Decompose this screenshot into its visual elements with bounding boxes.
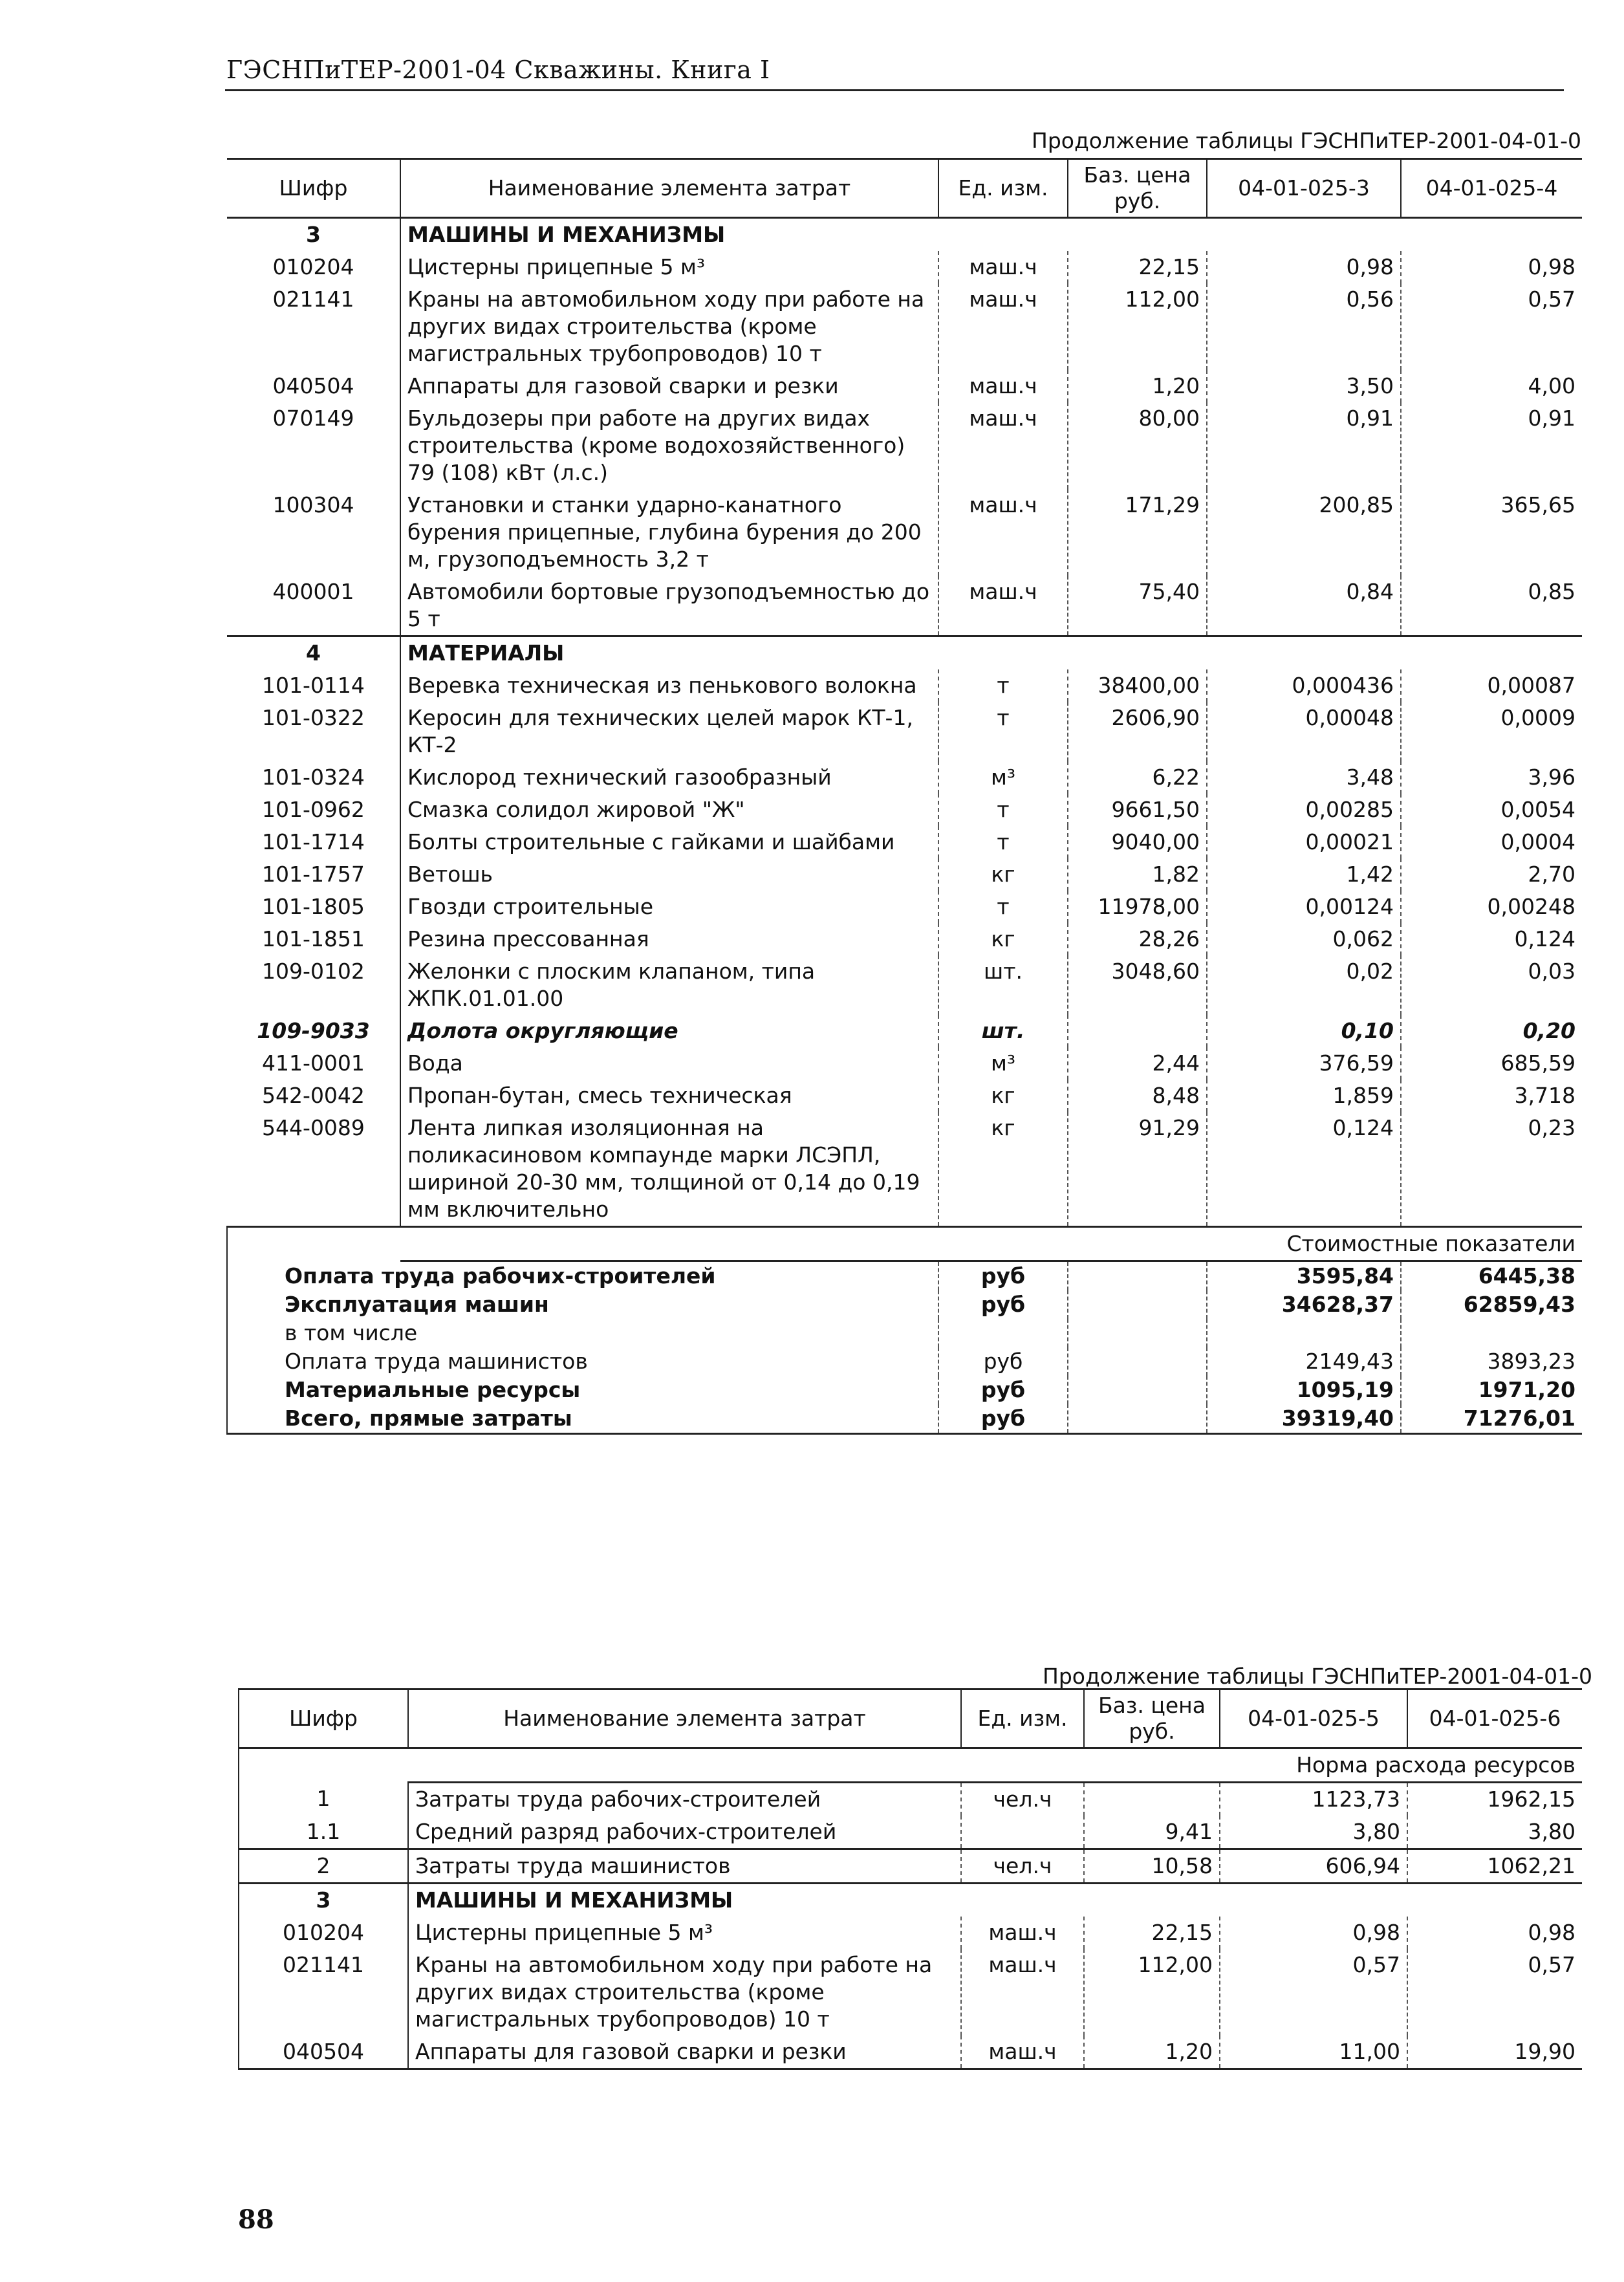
- section-row: [239, 1884, 1582, 1917]
- row-name: Пропан-бутан, смесь техническая: [400, 1080, 938, 1112]
- row-value-2: 3,718: [1401, 1080, 1582, 1112]
- table1-costs: [227, 1261, 1582, 1434]
- row-price: 91,29: [1068, 1112, 1207, 1227]
- row-code: 021141: [239, 1949, 408, 2036]
- cost-price-empty: [1068, 1290, 1207, 1319]
- running-header: ГЭСНПиТЕР-2001-04 Скважины. Книга I: [226, 56, 770, 84]
- material-row: [227, 955, 1582, 1015]
- row-value-1: 0,57: [1220, 1949, 1407, 2036]
- row-name: Долота округляющие: [400, 1015, 938, 1047]
- row-price: 3048,60: [1068, 955, 1207, 1015]
- cost-heading: Стоимостные показатели: [400, 1227, 1582, 1261]
- row-price: 9040,00: [1068, 826, 1207, 858]
- row-value-1: 0,98: [1207, 251, 1401, 283]
- row-price: 75,40: [1068, 576, 1207, 636]
- table1-materials: [227, 669, 1582, 1227]
- row-code: 040504: [239, 2036, 408, 2069]
- row-value-2: 0,98: [1401, 251, 1582, 283]
- cost-unit: руб: [938, 1404, 1068, 1434]
- cost-value-1: [1207, 1319, 1401, 1347]
- col-variant-2-header: 04-01-025-4: [1401, 159, 1582, 218]
- row-price: [1084, 1783, 1220, 1816]
- col-name-header: Наименование элемента затрат: [408, 1690, 961, 1748]
- row-code: 070149: [227, 402, 400, 489]
- row-code: 101-1805: [227, 891, 400, 923]
- row-value-2: 685,59: [1401, 1047, 1582, 1080]
- material-row: [227, 923, 1582, 955]
- row-name: Бульдозеры при работе на других видах строительства (кроме водохозяйственного) 79 (108) кВт (л.с.): [400, 402, 938, 489]
- row-unit: кг: [991, 862, 1015, 887]
- row-unit: маш.ч: [969, 492, 1037, 517]
- row-unit: кг: [991, 1083, 1015, 1108]
- row-unit: т: [997, 894, 1010, 919]
- section-code: 4: [227, 636, 400, 670]
- row-unit: маш.ч: [969, 254, 1037, 279]
- row-code: 2: [239, 1849, 408, 1884]
- row-value-1: 0,91: [1207, 402, 1401, 489]
- row-code: 101-0324: [227, 761, 400, 794]
- cost-row: [227, 1261, 1582, 1291]
- row-price: 9,41: [1084, 1816, 1220, 1849]
- cost-name: Оплата труда рабочих-строителей: [227, 1261, 938, 1291]
- row-price: 6,22: [1068, 761, 1207, 794]
- table2-labor: [239, 1783, 1582, 1884]
- row-code: 101-0322: [227, 702, 400, 761]
- col-name-header: Наименование элемента затрат: [400, 159, 938, 218]
- row-value-1: 0,00021: [1207, 826, 1401, 858]
- row-unit: маш.ч: [969, 406, 1037, 431]
- header-rule: [225, 89, 1564, 91]
- row-unit: маш.ч: [969, 579, 1037, 604]
- cost-price-empty: [1068, 1261, 1207, 1291]
- row-name: Автомобили бортовые грузоподъемностью до 5 т: [400, 576, 938, 636]
- row-unit: [961, 1816, 1084, 1849]
- cost-value-2: 6445,38: [1478, 1263, 1575, 1288]
- row-code: 1: [239, 1783, 408, 1816]
- cost-row: [227, 1404, 1582, 1434]
- labor-row: [239, 1816, 1582, 1849]
- row-unit: чел.ч: [961, 1849, 1084, 1884]
- machine-row: [227, 370, 1582, 402]
- row-name: Затраты труда машинистов: [408, 1849, 961, 1884]
- cost-name: в том числе: [227, 1319, 938, 1347]
- cost-price-empty: [1068, 1404, 1207, 1434]
- row-name: Средний разряд рабочих-строителей: [408, 1816, 961, 1849]
- row-name: Краны на автомобильном ходу при работе на других видах строительства (кроме магистральных трубопроводов) 10 т: [408, 1949, 961, 2036]
- row-value-2: 0,57: [1401, 283, 1582, 370]
- row-value-1: 0,062: [1207, 923, 1401, 955]
- row-value-2: 0,85: [1401, 576, 1582, 636]
- row-code: 010204: [239, 1917, 408, 1949]
- row-value-1: 1123,73: [1220, 1783, 1407, 1816]
- cost-name: Эксплуатация машин: [227, 1290, 938, 1319]
- row-value-1: 0,00048: [1207, 702, 1401, 761]
- row-value-1: 0,02: [1207, 955, 1401, 1015]
- material-row: [227, 669, 1582, 702]
- row-unit: маш.ч: [988, 1952, 1057, 1977]
- row-name: Вода: [400, 1047, 938, 1080]
- row-unit: шт.: [984, 959, 1023, 984]
- row-value-1: 200,85: [1207, 489, 1401, 576]
- row-value-2: 3,96: [1401, 761, 1582, 794]
- row-price: 9661,50: [1068, 794, 1207, 826]
- cost-value-1: 1095,19: [1207, 1376, 1401, 1404]
- cost-unit: руб: [938, 1376, 1068, 1404]
- col-variant-2-header: 04-01-025-6: [1407, 1690, 1582, 1748]
- row-value-2: 0,03: [1401, 955, 1582, 1015]
- row-value-2: 0,124: [1401, 923, 1582, 955]
- row-name: Цистерны прицепные 5 м³: [400, 251, 938, 283]
- row-name: Аппараты для газовой сварки и резки: [400, 370, 938, 402]
- row-name: Установки и станки ударно-канатного бурения прицепные, глубина бурения до 200 м, грузоподъемность 3,2 т: [400, 489, 938, 576]
- machine-row: [227, 251, 1582, 283]
- row-price: [1068, 1015, 1207, 1047]
- row-price: 28,26: [1068, 923, 1207, 955]
- row-code: 101-1757: [227, 858, 400, 891]
- row-value-1: 0,10: [1207, 1015, 1401, 1047]
- material-row: [227, 702, 1582, 761]
- row-value-2: 0,91: [1401, 402, 1582, 489]
- row-value-2: 0,00248: [1401, 891, 1582, 923]
- row-code: 1.1: [239, 1816, 408, 1849]
- cost-price-empty: [1068, 1347, 1207, 1376]
- row-unit: маш.ч: [961, 2036, 1084, 2069]
- cost-price-empty: [1068, 1376, 1207, 1404]
- row-value-2: 0,0004: [1401, 826, 1582, 858]
- machine-row: [227, 283, 1582, 370]
- cost-row: [227, 1347, 1582, 1376]
- row-value-1: 11,00: [1220, 2036, 1407, 2069]
- section-row: [227, 636, 1582, 670]
- section-title: МАШИНЫ И МЕХАНИЗМЫ: [407, 222, 726, 247]
- section-title: МАШИНЫ И МЕХАНИЗМЫ: [408, 1884, 1582, 1917]
- row-price: 80,00: [1068, 402, 1207, 489]
- row-unit: маш.ч: [969, 287, 1037, 312]
- cost-value-1: 34628,37: [1207, 1290, 1401, 1319]
- table1-continuation: Продолжение таблицы ГЭСНПиТЕР-2001-04-01-0: [1032, 128, 1582, 153]
- row-code: 021141: [227, 283, 400, 370]
- row-value-1: 376,59: [1207, 1047, 1401, 1080]
- row-value-1: 0,124: [1207, 1112, 1401, 1227]
- col-variant-1-header: 04-01-025-5: [1220, 1690, 1407, 1748]
- cost-name: Оплата труда машинистов: [227, 1347, 938, 1376]
- row-value-2: 1062,21: [1407, 1849, 1582, 1884]
- row-name: Затраты труда рабочих-строителей: [408, 1783, 961, 1816]
- cost-name: Всего, прямые затраты: [227, 1404, 938, 1434]
- row-value-2: 0,0009: [1401, 702, 1582, 761]
- row-value-1: 0,00124: [1207, 891, 1401, 923]
- row-code: 040504: [227, 370, 400, 402]
- row-code: 542-0042: [227, 1080, 400, 1112]
- row-unit: кг: [991, 926, 1015, 951]
- row-value-2: 3,80: [1407, 1816, 1582, 1849]
- machine-row: [227, 402, 1582, 489]
- row-value-1: 3,80: [1220, 1816, 1407, 1849]
- row-value-1: 0,56: [1207, 283, 1401, 370]
- machine-row: [239, 2036, 1582, 2069]
- cost-value-1: 3595,84: [1207, 1261, 1401, 1291]
- row-unit: т: [997, 705, 1010, 730]
- norm-heading: Норма расхода ресурсов: [408, 1748, 1582, 1783]
- row-name: Смазка солидол жировой "Ж": [400, 794, 938, 826]
- col-price-header: Баз. цена руб.: [1084, 1690, 1220, 1748]
- col-code-header: Шифр: [239, 1690, 408, 1748]
- table1-machines: [227, 251, 1582, 636]
- row-price: 1,82: [1068, 858, 1207, 891]
- row-code: 400001: [227, 576, 400, 636]
- row-code: 544-0089: [227, 1112, 400, 1227]
- col-unit-header: Ед. изм.: [961, 1690, 1084, 1748]
- resource-table-1: [226, 158, 1582, 1435]
- row-name: Гвозди строительные: [400, 891, 938, 923]
- cost-value-2: 62859,43: [1463, 1292, 1575, 1317]
- material-row: [227, 858, 1582, 891]
- row-value-1: 0,98: [1220, 1917, 1407, 1949]
- machine-row: [239, 1917, 1582, 1949]
- machine-row: [239, 1949, 1582, 2036]
- table2-header-row: [239, 1690, 1582, 1748]
- row-price: 38400,00: [1068, 669, 1207, 702]
- material-row: [227, 826, 1582, 858]
- col-variant-1-header: 04-01-025-3: [1207, 159, 1401, 218]
- cost-unit: руб: [938, 1347, 1068, 1376]
- cost-row: [227, 1319, 1582, 1347]
- row-name: Цистерны прицепные 5 м³: [408, 1917, 961, 1949]
- cost-value-2: 1971,20: [1478, 1377, 1575, 1402]
- page-number: 88: [238, 2204, 274, 2235]
- table2-machines: [239, 1917, 1582, 2069]
- cost-value-2: 71276,01: [1401, 1404, 1582, 1434]
- row-value-1: 3,50: [1207, 370, 1401, 402]
- cost-row: [227, 1290, 1582, 1319]
- row-unit: маш.ч: [988, 1920, 1057, 1945]
- resource-table-2: [238, 1688, 1582, 2070]
- cost-unit: [938, 1319, 1068, 1347]
- material-row: [227, 794, 1582, 826]
- norm-heading-row: [239, 1748, 1582, 1783]
- row-code: 101-0114: [227, 669, 400, 702]
- row-value-1: 606,94: [1220, 1849, 1407, 1884]
- row-value-2: 2,70: [1401, 858, 1582, 891]
- row-price: 8,48: [1068, 1080, 1207, 1112]
- row-name: Веревка техническая из пенькового волокна: [400, 669, 938, 702]
- row-name: Ветошь: [400, 858, 938, 891]
- section-code: 3: [239, 1884, 408, 1917]
- row-price: 22,15: [1068, 251, 1207, 283]
- row-code: 109-9033: [227, 1015, 400, 1047]
- cost-value-2: [1401, 1319, 1582, 1347]
- machine-row: [227, 576, 1582, 636]
- row-value-1: 1,42: [1207, 858, 1401, 891]
- col-code-header: Шифр: [227, 159, 400, 218]
- table1-header-row: [227, 159, 1582, 218]
- row-value-1: 0,00285: [1207, 794, 1401, 826]
- row-price: 22,15: [1084, 1917, 1220, 1949]
- row-name: Лента липкая изоляционная на поликасиновом компаунде марки ЛСЭПЛ, шириной 20-30 мм, толщиной от 0,14 до 0,19 мм включительно: [400, 1112, 938, 1227]
- row-code: 101-1851: [227, 923, 400, 955]
- row-value-2: 4,00: [1401, 370, 1582, 402]
- row-price: 1,20: [1068, 370, 1207, 402]
- row-value-2: 0,20: [1401, 1015, 1582, 1047]
- row-code: 101-0962: [227, 794, 400, 826]
- material-row: [227, 1047, 1582, 1080]
- material-row: [227, 1015, 1582, 1047]
- row-price: 112,00: [1084, 1949, 1220, 2036]
- row-value-2: 0,23: [1401, 1112, 1582, 1227]
- col-unit-header: Ед. изм.: [938, 159, 1068, 218]
- material-row: [227, 891, 1582, 923]
- cost-unit: руб: [938, 1290, 1068, 1319]
- row-value-2: 0,98: [1407, 1917, 1582, 1949]
- section-title: МАТЕРИАЛЫ: [400, 636, 1582, 670]
- material-row: [227, 1112, 1582, 1227]
- row-code: 411-0001: [227, 1047, 400, 1080]
- row-code: 101-1714: [227, 826, 400, 858]
- row-name: Желонки с плоским клапаном, типа ЖПК.01.01.00: [400, 955, 938, 1015]
- row-name: Керосин для технических целей марок КТ-1, КТ-2: [400, 702, 938, 761]
- cost-price-empty: [1068, 1319, 1207, 1347]
- cost-heading-row: [227, 1227, 1582, 1261]
- row-value-2: 0,57: [1407, 1949, 1582, 2036]
- row-price: 10,58: [1084, 1849, 1220, 1884]
- row-unit: т: [997, 829, 1010, 854]
- cost-name: Материальные ресурсы: [227, 1376, 938, 1404]
- material-row: [227, 1080, 1582, 1112]
- row-value-2: 0,0054: [1401, 794, 1582, 826]
- row-price: 171,29: [1068, 489, 1207, 576]
- row-unit: м³: [990, 1050, 1016, 1076]
- row-value-1: 3,48: [1207, 761, 1401, 794]
- row-value-1: 0,000436: [1207, 669, 1401, 702]
- row-name: Резина прессованная: [400, 923, 938, 955]
- cost-value-1: 39319,40: [1207, 1404, 1401, 1434]
- row-name: Краны на автомобильном ходу при работе на других видах строительства (кроме магистральных трубопроводов) 10 т: [400, 283, 938, 370]
- cost-value-1: 2149,43: [1207, 1347, 1401, 1376]
- row-price: 11978,00: [1068, 891, 1207, 923]
- labor-row: [239, 1783, 1582, 1816]
- row-value-1: 0,84: [1207, 576, 1401, 636]
- material-row: [227, 761, 1582, 794]
- row-code: 100304: [227, 489, 400, 576]
- row-name: Аппараты для газовой сварки и резки: [408, 2036, 961, 2069]
- row-code: 010204: [227, 251, 400, 283]
- labor-row: [239, 1849, 1582, 1884]
- row-unit: шт.: [981, 1018, 1025, 1043]
- row-name: Кислород технический газообразный: [400, 761, 938, 794]
- row-value-2: 365,65: [1401, 489, 1582, 576]
- cost-value-2: 3893,23: [1487, 1349, 1575, 1374]
- row-unit: т: [997, 797, 1010, 822]
- row-code: 109-0102: [227, 955, 400, 1015]
- row-value-1: 1,859: [1207, 1080, 1401, 1112]
- row-unit: т: [997, 673, 1010, 698]
- row-unit: кг: [991, 1115, 1015, 1140]
- col-price-header: Баз. цена руб.: [1068, 159, 1207, 218]
- row-price: 2,44: [1068, 1047, 1207, 1080]
- row-value-2: 19,90: [1407, 2036, 1582, 2069]
- machine-row: [227, 489, 1582, 576]
- table2-continuation: Продолжение таблицы ГЭСНПиТЕР-2001-04-01-0: [1043, 1664, 1593, 1689]
- row-value-2: 1962,15: [1407, 1783, 1582, 1816]
- cost-unit: руб: [938, 1261, 1068, 1291]
- row-price: 1,20: [1084, 2036, 1220, 2069]
- row-unit: чел.ч: [993, 1787, 1052, 1812]
- section-code: 3: [227, 218, 400, 252]
- row-unit: маш.ч: [969, 373, 1037, 398]
- section-row: [227, 218, 1582, 252]
- row-name: Болты строительные с гайками и шайбами: [400, 826, 938, 858]
- row-value-2: 0,00087: [1401, 669, 1582, 702]
- row-unit: м³: [990, 765, 1016, 790]
- row-price: 112,00: [1068, 283, 1207, 370]
- cost-row: [227, 1376, 1582, 1404]
- row-price: 2606,90: [1068, 702, 1207, 761]
